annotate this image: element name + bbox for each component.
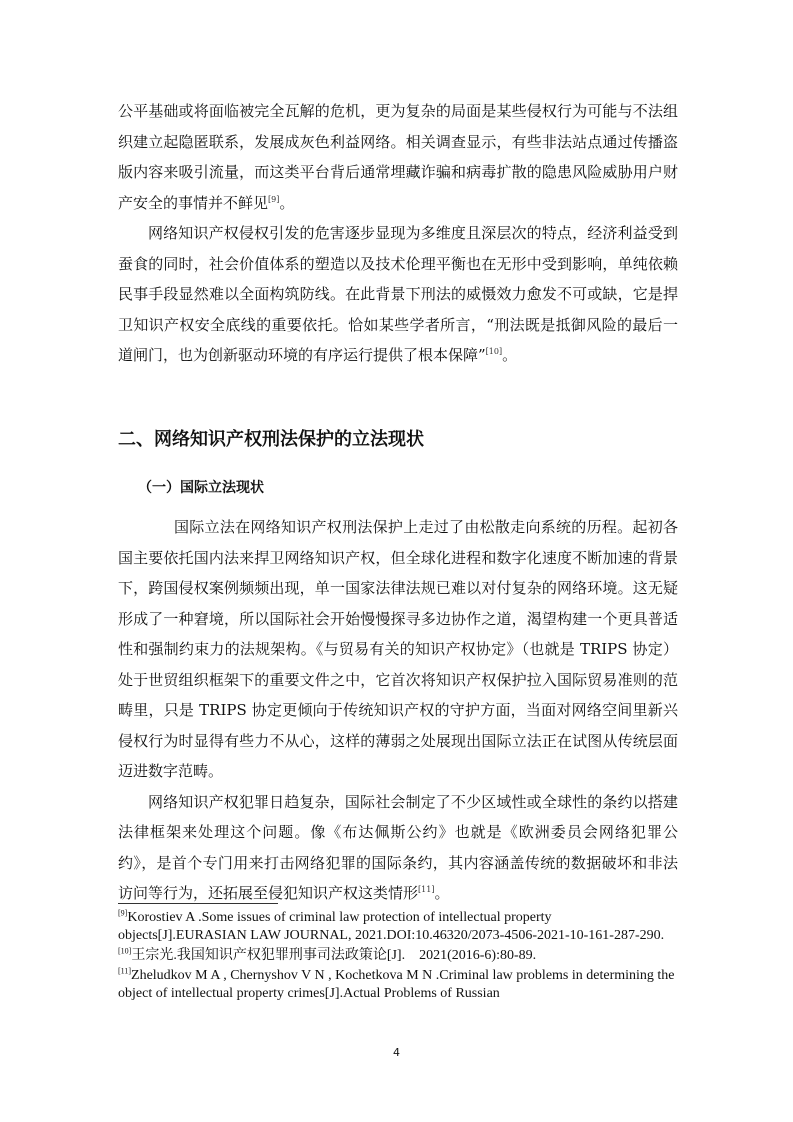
subsection-heading: （一）国际立法现状 <box>138 480 264 496</box>
section-heading: 二、网络知识产权刑法保护的立法现状 <box>118 429 424 450</box>
footnotes <box>118 909 678 1005</box>
citation-mark: [11] <box>418 885 435 894</box>
footnote-divider <box>118 903 278 904</box>
footnote-mark: [10] <box>118 946 132 956</box>
paragraph: 国际立法在网络知识产权刑法保护上走过了由松散走向系统的历程。起初各国主要依托国内法来捍卫网络知识产权，但全球化进程和数字化速度不断加速的背景下，跨国侵权案例频频出现，单一国家法律法规已难以对付复杂的网络环境。这无疑形成了一种窘境，所以国际社会开始慢慢探寻多边协作之道，渴望构建一个更具普适性和强制约束力的法规架构。《与贸易有关的知识产权协定》（也就是 TRIPS 协定）处于世贸组织框架下的重要文件之中，它首次将知识产权保护拉入国际贸易准则的范畴里，只是 TRIPS 协定更倾向于传统知识产权的守护方面，当面对网络空间里新兴侵权行为时显得有些力不从心，这样的薄弱之处展现出国际立法正在试图从传统层面迈进数字范畴。 <box>118 518 678 780</box>
footnote-mark: [11] <box>118 966 132 976</box>
paragraph: 网络知识产权犯罪日趋复杂，国际社会制定了不少区域性或全球性的条约以搭建法律框架来处理这个问题。像《布达佩斯公约》也就是《欧洲委员会网络犯罪公约》，是首个专门用来打击网络犯罪的国际条约，其内容涵盖传统的数据破坏和非法访问等行为，还拓展至侵犯知识产权这类情形[11]。 <box>118 792 678 902</box>
footnote: [9]Korostiev A .Some issues of criminal law protection of intellectual property objects[J].EURASIAN LAW JOURNAL, 2021.DOI:10.46320/2073-4506-2021-10-161-287-290. <box>118 908 665 943</box>
citation-mark: [10] <box>485 347 503 356</box>
body-text-section2 <box>118 512 678 909</box>
footnote: [11]Zheludkov M A , Chernyshov V N , Kochetkova M N .Criminal law problems in determining the object of intellectual property crimes[J].Actual Problems of Russian <box>118 966 675 1001</box>
page-number: 4 <box>393 1046 400 1059</box>
citation-mark: [9] <box>268 194 280 204</box>
paragraph: 网络知识产权侵权引发的危害逐步显现为多维度且深层次的特点，经济利益受到蚕食的同时，社会价值体系的塑造以及技术伦理平衡也在无形中受到影响，单纯依赖民事手段显然难以全面构筑防线。在此背景下刑法的威慑效力愈发不可或缺，它是捍卫知识产权安全底线的重要依托。恰如某些学者所言，“刑法既是抵御风险的最后一道闸门，也为创新驱动环境的有序运行提供了根本保障”[10]。 <box>118 224 678 364</box>
footnote: [10]王宗光.我国知识产权犯罪刑事司法政策论[J]. 2021(2016-6):80-89. <box>118 946 537 963</box>
footnote-mark: [9] <box>118 908 128 918</box>
paragraph: 公平基础或将面临被完全瓦解的危机，更为复杂的局面是某些侵权行为可能与不法组织建立起隐匿联系，发展成灰色利益网络。相关调查显示，有些非法站点通过传播盗版内容来吸引流量，而这类平台背后通常埋藏诈骗和病毒扩散的隐患风险威胁用户财产安全的事情并不鲜见[9]。 <box>118 102 678 212</box>
body-text-section1 <box>118 96 678 371</box>
